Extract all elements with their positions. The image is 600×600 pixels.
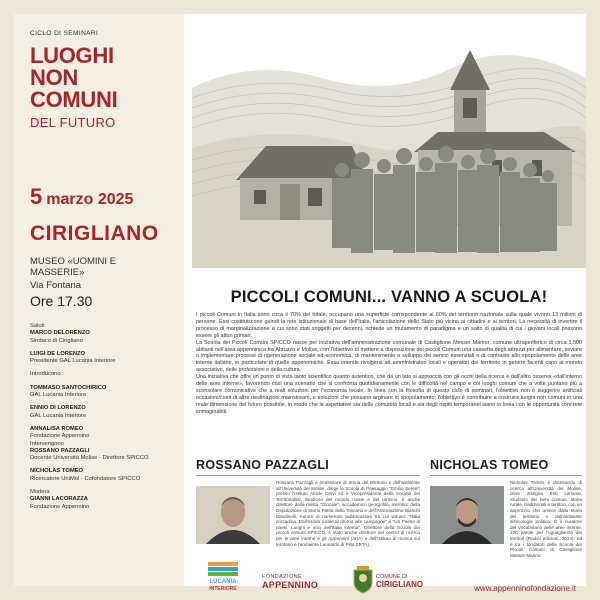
program-entry — [30, 496, 170, 511]
program-role: Fondazione Appennino — [30, 503, 90, 510]
logo-bar — [192, 562, 586, 598]
program-entry — [30, 405, 170, 420]
cycle-label: CICLO DI SEMINARI — [30, 30, 99, 37]
program-entry — [30, 448, 170, 463]
speaker-card — [196, 458, 420, 547]
title-line-1: LUOGHI — [30, 43, 114, 68]
program-name: NICHOLAS TOMEO — [30, 468, 84, 475]
comune-line2: CIRIGLIANO — [376, 580, 424, 589]
speaker-name: NICHOLAS TOMEO — [430, 458, 549, 472]
program-name: LUIGI DE LORENZO — [30, 350, 86, 357]
headline: PICCOLI COMUNI... VANNO A SCUOLA! — [230, 288, 548, 306]
divider — [430, 475, 582, 476]
program-role: Presidente GAL Lucania Interiore — [30, 358, 116, 365]
program-entry — [30, 468, 170, 483]
body-paragraph: Una iniziativa che offre un punto di vista tanto scientifico quanto autentico, che da un lato si approccia con gli occhi della ricerca e dall'altro osserva «dall'interno delle aree interne», favorendo così una scenario che si confronta quotidianamente con le difficoltà nel campo e coi luoghi comuni che a volte puntano più a sconsolare comunicative che a reali soluzioni per l'economia locale. In linea con la filosofia di questo ciclo di seminari, l'obiettivo non è suggerire artificiali occasioni/costi di altre destinazioni mainstream, e soluzioni che possano arginare lo spopolamento; l'obiettivo è contribuire a costruire luoghi non comuni in una reale dimensione del futuro possibile, in modo che le aspettative sia delle comunità locali e sia degli ospiti temporanei siano in linea con le opportunità concrete immaginabili. — [196, 374, 582, 415]
village-illustration — [192, 28, 586, 268]
lucania-line1: LUCANIA — [209, 579, 237, 585]
program-role: Fondazione Appennino — [30, 433, 90, 440]
body-paragraph: La Scuola dei Piccoli Comuni SPICCO nasce per iniziativa dell'amministrazione comunale di Castiglione Messer Marino, comune ultraperiferico di circa 1.500 abitanti nell'area appenninica tra Abruzzo e Molise, con l'obiettivo di mettere a disposizione dei piccoli Comuni una cassetta degli attrezzi per alimentare, avviare o implementare processi di rigenerazione sociale ed economica, di mantenimento e sviluppo dei servizi essenziali e di contrasto allo spopolamento delle aree interne italiane, in particolare di quelle appenniniche. Essa intende rivolgersi ad amministratori locali e operatori del territorio in genere facenti capo al mondo associativo, delle professioni e della cultura. — [196, 339, 582, 374]
body-paragraph: I piccoli Comuni in Italia sono circa il 70% del totale, occupano una superficie corrispondente al 60% del territorio nazionale sulla quale vivono 13 milioni di persone. Essi costituiscono quindi la rete istituzionale di base dell'Italia, l'articolazione dello Stato più vicina ai cittadini e ai territori. La necessità di invertire il processo di marginalizzazione a cui sono stati soggetti per decenni, richiede un mutamento di paradigma e un salto di qualità di cui i giovani locali possono essere gli attori primari. — [196, 312, 582, 339]
event-date — [30, 184, 170, 210]
program-name: MARCO DELORENZO — [30, 330, 90, 337]
program-label: Intervengono — [30, 440, 64, 447]
speakers — [196, 458, 582, 558]
date-month-year: marzo 2025 — [46, 191, 134, 208]
venue: MUSEO «UOMINI E MASSERIE» — [30, 256, 117, 278]
fondazione-appennino-logo — [262, 574, 318, 590]
program-name: GIANNI LACORAZZA — [30, 496, 88, 503]
program-name: ENNIO DI LORENZO — [30, 405, 86, 412]
event-place: CIRIGLIANO — [30, 222, 159, 245]
speaker-photo — [196, 486, 270, 544]
speaker-bio: Nicholas Tomeo è dottorando di ricerca all'Università del Molise, dove insegna Enti comune. Studioso dei beni comuni, storia rurale, tradizionali e territori, con un approccio che unisce dalla storia del territorio e dall'ambiente all'ecologia politica. È il curatore del Vocabolario delle aree interne. 100 parole per l'uguaglianza dei territori (Radici edizioni, 2024), ed è tra i fondatori della Scuola dei Piccoli Comuni di Castiglione Messer Marino. — [510, 480, 583, 558]
program-role: GAL Lucania Interiore — [30, 392, 87, 399]
sidebar — [14, 14, 184, 586]
comune-crest-icon — [352, 566, 374, 599]
speaker-name: ROSSANO PAZZAGLI — [196, 458, 330, 472]
program-role: Ricercatore UniMol - Cofondatore SPICCO — [30, 475, 141, 482]
program-label: Modera — [30, 489, 50, 496]
fondazione-line1: FONDAZIONE — [262, 574, 303, 580]
event-time: Ore 17.30 — [30, 293, 93, 309]
lucania-interiore-logo — [206, 562, 240, 597]
program-label: Saluti — [30, 323, 45, 329]
program-name: ANNALISA ROMEO — [30, 425, 84, 432]
program-entry — [30, 385, 170, 400]
program-label: Introducono — [30, 371, 61, 378]
speaker-bio: Rossano Pazzagli è professore di Storia del territorio e dell'ambiente all'Università del Molise, dirige la Scuola di Paesaggio "Emilio Sereni" presso l'Istituto Alcide Cervi ed è Vicepresidente della Società dei Territorialisti. Studioso del mondo rurale e del turismo, è anche direttore della rivista "Glocale", accademico georgofilo, membro della Deputazione di Storia Patria della Toscana e dell'Associazione Bianchi Bandinelli. Autore di numerose pubblicazioni tra cui volumi: "Italia contadina. Dall'esodo rurale al ritorno alle campagne" e "Un Paese di paesi. Luoghi e voci dell'Italia interna". Direttore della Scuola dei piccoli comuni SPICCO, è stato anche direttore del centro di ricerca per le aree interne e gli Appennini (ArIA) e dell'Istituto di ricerca sul territorio e l'ambiente Leonardo di Pisa (IRTA). — [276, 480, 420, 547]
main-content — [192, 14, 586, 593]
program-role: GAL Lucania Interiore — [30, 412, 87, 419]
subtitle: DEL FUTURO — [30, 115, 116, 130]
fondazione-line2: APPENNINO — [262, 580, 319, 590]
street: Via Fontana — [30, 280, 82, 291]
program — [30, 323, 170, 511]
speaker-photo — [430, 486, 504, 544]
date-day: 5 — [30, 184, 43, 209]
lucania-line2: INTERIORE — [209, 586, 237, 592]
program-name: ROSSANO PAZZAGLI — [30, 447, 90, 454]
program-entry — [30, 351, 170, 366]
comune-cirigliano-logo — [376, 574, 423, 589]
title-line-2: NON COMUNI — [30, 65, 118, 112]
comune-line1: COMUNE DI — [376, 574, 408, 580]
body-text — [196, 312, 582, 416]
program-name: TOMMASO SANTOCHIRICO — [30, 384, 107, 391]
website-link[interactable]: www.appenninofondazione.it — [474, 584, 576, 593]
program-entry — [30, 426, 170, 441]
program-role: Sindaco di Cirigliano — [30, 337, 83, 344]
program-role: Docente Università Molise - Direttore SPICCO — [30, 455, 149, 462]
speaker-card — [430, 458, 583, 558]
divider — [196, 475, 420, 476]
program-entry — [30, 330, 170, 345]
